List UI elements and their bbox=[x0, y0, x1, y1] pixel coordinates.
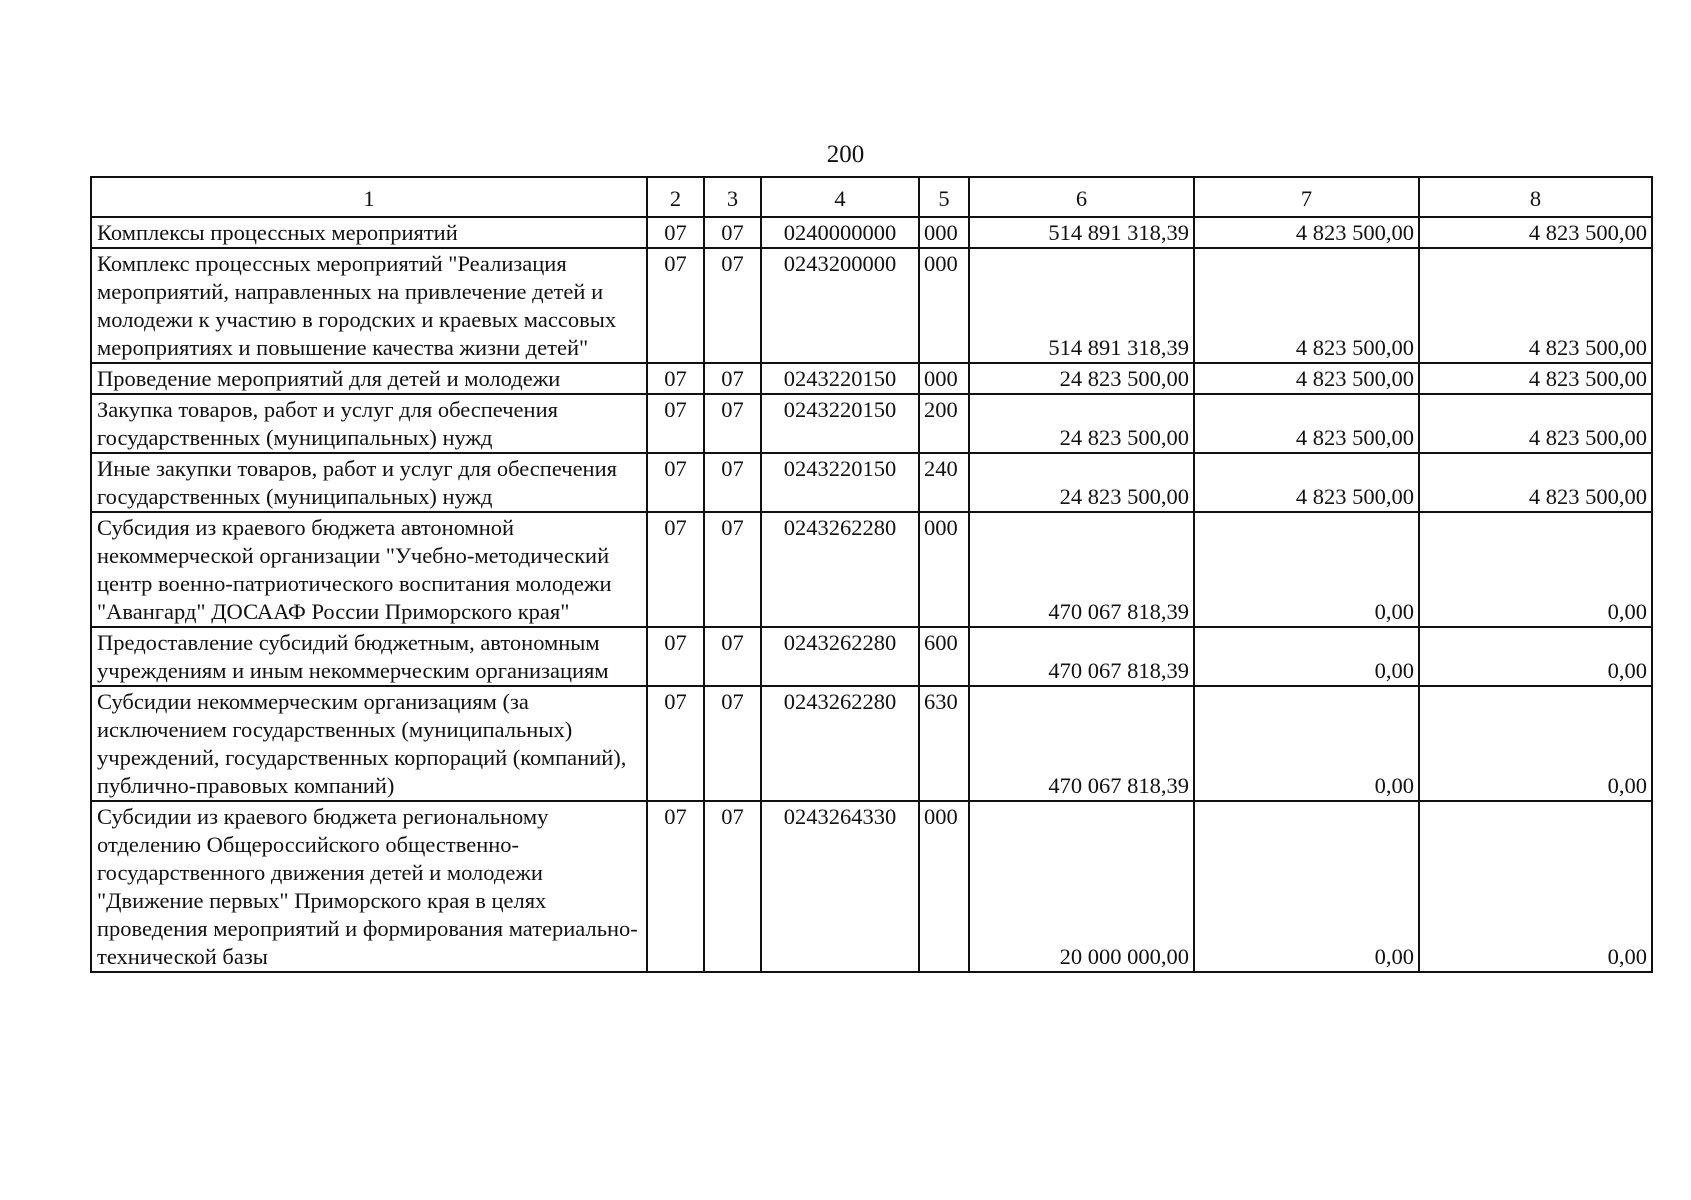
section-code: 07 bbox=[647, 512, 704, 627]
expense-type-code: 600 bbox=[919, 627, 969, 686]
target-article-code: 0243200000 bbox=[761, 248, 919, 363]
table-row bbox=[91, 512, 1652, 627]
section-code: 07 bbox=[647, 453, 704, 512]
subsection-code: 07 bbox=[704, 453, 761, 512]
amount-col-8: 0,00 bbox=[1419, 512, 1652, 627]
amount-col-7: 4 823 500,00 bbox=[1194, 453, 1419, 512]
row-name: Предоставление субсидий бюджетным, автономным учреждениям и иным некоммерческим организациям bbox=[91, 627, 647, 686]
amount-col-6: 470 067 818,39 bbox=[969, 627, 1194, 686]
section-code: 07 bbox=[647, 248, 704, 363]
section-code: 07 bbox=[647, 801, 704, 972]
expense-type-code: 200 bbox=[919, 394, 969, 453]
subsection-code: 07 bbox=[704, 363, 761, 394]
column-header: 4 bbox=[761, 177, 919, 217]
section-code: 07 bbox=[647, 217, 704, 248]
row-name: Субсидии из краевого бюджета региональному отделению Общероссийского общественно-государственного движения детей и молодежи "Движение первых" Приморского края в целях проведения мероприятий и формирования материально-технической базы bbox=[91, 801, 647, 972]
amount-col-7: 0,00 bbox=[1194, 627, 1419, 686]
amount-col-8: 4 823 500,00 bbox=[1419, 248, 1652, 363]
column-header: 5 bbox=[919, 177, 969, 217]
row-name: Субсидия из краевого бюджета автономной некоммерческой организации "Учебно-методический центр военно-патриотического воспитания молодежи "Авангард" ДОСААФ России Приморского края" bbox=[91, 512, 647, 627]
expense-type-code: 000 bbox=[919, 363, 969, 394]
page-number: 200 bbox=[826, 141, 865, 168]
table-row bbox=[91, 394, 1652, 453]
target-article-code: 0243220150 bbox=[761, 453, 919, 512]
column-header: 7 bbox=[1194, 177, 1419, 217]
amount-col-6: 514 891 318,39 bbox=[969, 248, 1194, 363]
subsection-code: 07 bbox=[704, 217, 761, 248]
amount-col-6: 20 000 000,00 bbox=[969, 801, 1194, 972]
expense-type-code: 630 bbox=[919, 686, 969, 801]
target-article-code: 0243262280 bbox=[761, 627, 919, 686]
column-header: 8 bbox=[1419, 177, 1652, 217]
amount-col-6: 24 823 500,00 bbox=[969, 394, 1194, 453]
amount-col-8: 4 823 500,00 bbox=[1419, 394, 1652, 453]
subsection-code: 07 bbox=[704, 248, 761, 363]
expense-type-code: 000 bbox=[919, 217, 969, 248]
amount-col-8: 0,00 bbox=[1419, 627, 1652, 686]
amount-col-7: 4 823 500,00 bbox=[1194, 394, 1419, 453]
amount-col-6: 24 823 500,00 bbox=[969, 453, 1194, 512]
amount-col-6: 24 823 500,00 bbox=[969, 363, 1194, 394]
section-code: 07 bbox=[647, 686, 704, 801]
column-header: 2 bbox=[647, 177, 704, 217]
header-row bbox=[91, 177, 1652, 217]
amount-col-8: 0,00 bbox=[1419, 686, 1652, 801]
row-name: Закупка товаров, работ и услуг для обеспечения государственных (муниципальных) нужд bbox=[91, 394, 647, 453]
table-row bbox=[91, 686, 1652, 801]
row-name: Проведение мероприятий для детей и молодежи bbox=[91, 363, 647, 394]
target-article-code: 0243220150 bbox=[761, 394, 919, 453]
subsection-code: 07 bbox=[704, 627, 761, 686]
row-name: Комплекс процессных мероприятий "Реализация мероприятий, направленных на привлечение детей и молодежи к участию в городских и краевых массовых мероприятиях и повышение качества жизни детей" bbox=[91, 248, 647, 363]
amount-col-7: 4 823 500,00 bbox=[1194, 248, 1419, 363]
amount-col-7: 4 823 500,00 bbox=[1194, 363, 1419, 394]
expense-type-code: 000 bbox=[919, 512, 969, 627]
expense-type-code: 000 bbox=[919, 248, 969, 363]
amount-col-8: 4 823 500,00 bbox=[1419, 217, 1652, 248]
table-row bbox=[91, 627, 1652, 686]
amount-col-6: 514 891 318,39 bbox=[969, 217, 1194, 248]
subsection-code: 07 bbox=[704, 512, 761, 627]
row-name: Иные закупки товаров, работ и услуг для обеспечения государственных (муниципальных) нужд bbox=[91, 453, 647, 512]
amount-col-8: 0,00 bbox=[1419, 801, 1652, 972]
amount-col-8: 4 823 500,00 bbox=[1419, 363, 1652, 394]
amount-col-7: 0,00 bbox=[1194, 686, 1419, 801]
target-article-code: 0243262280 bbox=[761, 512, 919, 627]
table-row bbox=[91, 248, 1652, 363]
expense-type-code: 000 bbox=[919, 801, 969, 972]
subsection-code: 07 bbox=[704, 801, 761, 972]
column-header: 3 bbox=[704, 177, 761, 217]
table-row bbox=[91, 453, 1652, 512]
target-article-code: 0243220150 bbox=[761, 363, 919, 394]
column-header: 1 bbox=[91, 177, 647, 217]
section-code: 07 bbox=[647, 627, 704, 686]
amount-col-7: 0,00 bbox=[1194, 801, 1419, 972]
amount-col-6: 470 067 818,39 bbox=[969, 686, 1194, 801]
target-article-code: 0240000000 bbox=[761, 217, 919, 248]
section-code: 07 bbox=[647, 363, 704, 394]
budget-table bbox=[90, 176, 1653, 973]
target-article-code: 0243262280 bbox=[761, 686, 919, 801]
amount-col-7: 0,00 bbox=[1194, 512, 1419, 627]
expense-type-code: 240 bbox=[919, 453, 969, 512]
row-name: Субсидии некоммерческим организациям (за исключением государственных (муниципальных) учреждений, государственных корпораций (компаний), публично-правовых компаний) bbox=[91, 686, 647, 801]
amount-col-8: 4 823 500,00 bbox=[1419, 453, 1652, 512]
table-row bbox=[91, 363, 1652, 394]
subsection-code: 07 bbox=[704, 394, 761, 453]
table-row bbox=[91, 217, 1652, 248]
table-row bbox=[91, 801, 1652, 972]
amount-col-6: 470 067 818,39 bbox=[969, 512, 1194, 627]
amount-col-7: 4 823 500,00 bbox=[1194, 217, 1419, 248]
target-article-code: 0243264330 bbox=[761, 801, 919, 972]
section-code: 07 bbox=[647, 394, 704, 453]
column-header: 6 bbox=[969, 177, 1194, 217]
row-name: Комплексы процессных мероприятий bbox=[91, 217, 647, 248]
subsection-code: 07 bbox=[704, 686, 761, 801]
